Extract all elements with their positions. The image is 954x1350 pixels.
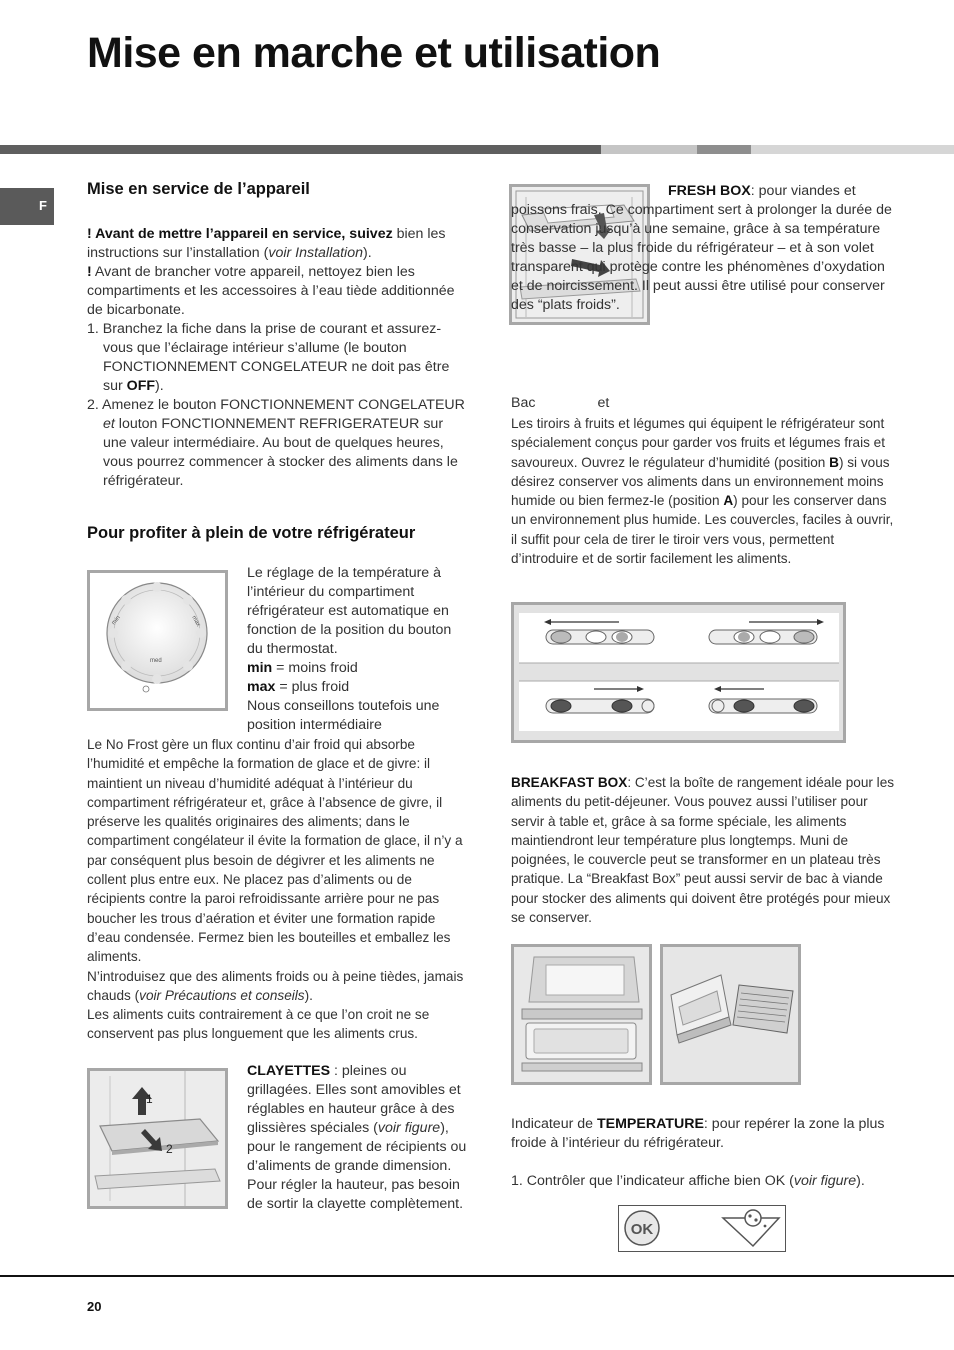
shelf-illustration-icon <box>90 1071 225 1206</box>
footer-rule <box>0 1275 954 1277</box>
ok-label: OK <box>630 1221 654 1238</box>
ok-indicator-icon <box>619 1206 784 1250</box>
page-number: 20 <box>87 1299 102 1314</box>
header-bar-dark <box>0 145 601 154</box>
section-heading-mise-en-service: Mise en service de l’appareil <box>87 180 310 198</box>
thermostat-figure <box>87 570 228 711</box>
breakfast-box-tray-icon <box>663 947 798 1082</box>
breakfast-box-figure-2 <box>660 944 801 1085</box>
breakfast-box-figure-1 <box>511 944 652 1085</box>
fig-label-2: 2 <box>166 1142 173 1156</box>
section-heading-profiter: Pour profiter à plein de votre réfrigérateur <box>87 524 416 542</box>
list-item: 1. Branchez la fiche dans la prise de courant et assurez-vous que l’éclairage intérieur s’allume (le bouton FONCTIONNEMENT CONGELATEUR ne doit pas être sur OFF). <box>87 321 450 394</box>
freshbox-text: FRESH BOX: pour viandes et poissons frais. Ce compartiment sert à prolonger la durée de conservation jusqu’à une semaine, grâce à sa température très basse – la plus froide du réfrigérateur – et à son volet transparent qui protège contre les phénomènes d’oxydation et de noircissement. Il peut aussi être utilisé pour conserver des “plats froids”. <box>511 183 892 313</box>
breakfast-box-drawer-icon <box>514 947 649 1082</box>
header-bar-light <box>601 145 697 154</box>
thermostat-text: Le réglage de la température à l’intérieur du compartiment réfrigérateur est automatique en fonction de la position du bouton du thermostat. min = moins froid max = plus froid Nous conseillons toutefois une position intermédiaire <box>247 565 452 733</box>
dial-med-label: med <box>150 658 162 664</box>
nofrost-text: Le No Frost gère un flux continu d’air froid qui absorbe l’humidité et empêche la formation de glace et de givre: il maintient un niveau d’humidité adéquat à l’intérieur du compartiment réfrigérateur et, grâce à l’absence de givre, il préserve les qualités originaires des aliments; dans le compartiment congélateur il évite la formation de glace, il n’y a par conséquent plus besoin de dégivrer et les aliments ne collent plus entre eux. Ne placez pas d’aliments ou de récipients contre la paroi refroidissante arrière pour ne pas boucher les trous d’aération et éviter une formation rapide d’eau condensée. Fermez bien les bouteilles et emballez les aliments. N’introduisez que des aliments froids ou à peine tièdes, jamais chauds (voir Précautions et conseils). Les aliments cuits contrairement à ce que l’on croit ne se conservent pas plus longuement que les aliments crus. <box>87 737 464 1042</box>
fig-label-1: 1 <box>146 1092 153 1106</box>
humidity-regulator-figure <box>511 602 846 743</box>
dial-max-label: max <box>190 615 202 628</box>
clayettes-text: CLAYETTES : pleines ou grillagées. Elles sont amovibles et réglables en hauteur grâce à des glissières spéciales (voir figure), pour le rangement de récipients ou d’aliments de grande dimension. Pour régler la hauteur, pas besoin de sortir la clayette complètement. <box>247 1063 467 1212</box>
header-bar-mid <box>697 145 751 154</box>
thermostat-dial-icon <box>90 573 225 708</box>
dial-min-label: min <box>110 615 122 627</box>
warning-bold: ! Avant de mettre l’appareil en service, suivez <box>87 226 393 242</box>
indicator-text: Indicateur de TEMPERATURE: pour repérer la zone la plus froide à l’intérieur du réfrigérateur. 1. Contrôler que l’indicateur affiche bien OK (voir figure). <box>511 1116 885 1189</box>
clayettes-figure <box>87 1068 228 1209</box>
bac-text: Les tiroirs à fruits et légumes qui équipent le réfrigérateur sont spécialement conçus pour garder vos fruits et légumes frais et savoureux. Ouvrez le régulateur d’humidité (position B) si vous désirez conserver vos aliments dans un environnement moins humide ou bien fermez-le (position A) pour les conserver dans un environnement plus humide. Les couvercles, faciles à ouvrir, il suffit pour cela de tirer le tiroir vers vous, permettent d’introduire et de sortir facilement les aliments. <box>511 416 894 567</box>
mise-en-service-text: ! Avant de mettre l’appareil en service, suivez bien les instructions sur l’installation (voir Installation). ! Avant de brancher votre appareil, nettoyez bien les compartiments et les accessoires à l’eau tiède additionnée de bicarbonate. 1. Branchez la fiche dans la prise de courant et assurez-vous que l’éclairage intérieur s’allume (le bouton FONCTIONNEMENT CONGELATEUR ne doit pas être sur OFF). 2. Amenez le bouton FONCTIONNEMENT CONGELATEUR et louton FONCTIONNEMENT REFRIGERATEUR sur une valeur intermédiaire. Au bout de quelques heures, vous pourrez commencer à stocker des aliments dans le réfrigérateur. <box>87 225 467 491</box>
language-tab: F <box>0 188 54 225</box>
page-title: Mise en marche et utilisation <box>87 29 661 77</box>
header-bar-light-2 <box>751 145 954 154</box>
breakfast-text: BREAKFAST BOX: C’est la boîte de rangement idéale pour les aliments du petit-déjeuner. Vous pouvez aussi l’utiliser pour servir à table et, grâce à sa forme spéciale, les aliments maintiendront leur température plus longtemps. Muni de poignées, le couvercle peut se transformer en un plateau très pratique. La “Breakfast Box” peut aussi servir de bac à viande pour stocker des aliments qui doivent être protégés pour mieux se conserver. <box>511 775 895 926</box>
temperature-indicator-figure <box>618 1205 786 1252</box>
bac-label: Bac et <box>511 395 610 411</box>
list-item: 2. Amenez le bouton FONCTIONNEMENT CONGELATEUR et louton FONCTIONNEMENT REFRIGERATEUR sur une valeur intermédiaire. Au bout de quelques heures, vous pourrez commencer à stocker des aliments dans le réfrigérateur. <box>87 397 465 489</box>
humidity-slider-illustration-icon <box>514 605 843 740</box>
